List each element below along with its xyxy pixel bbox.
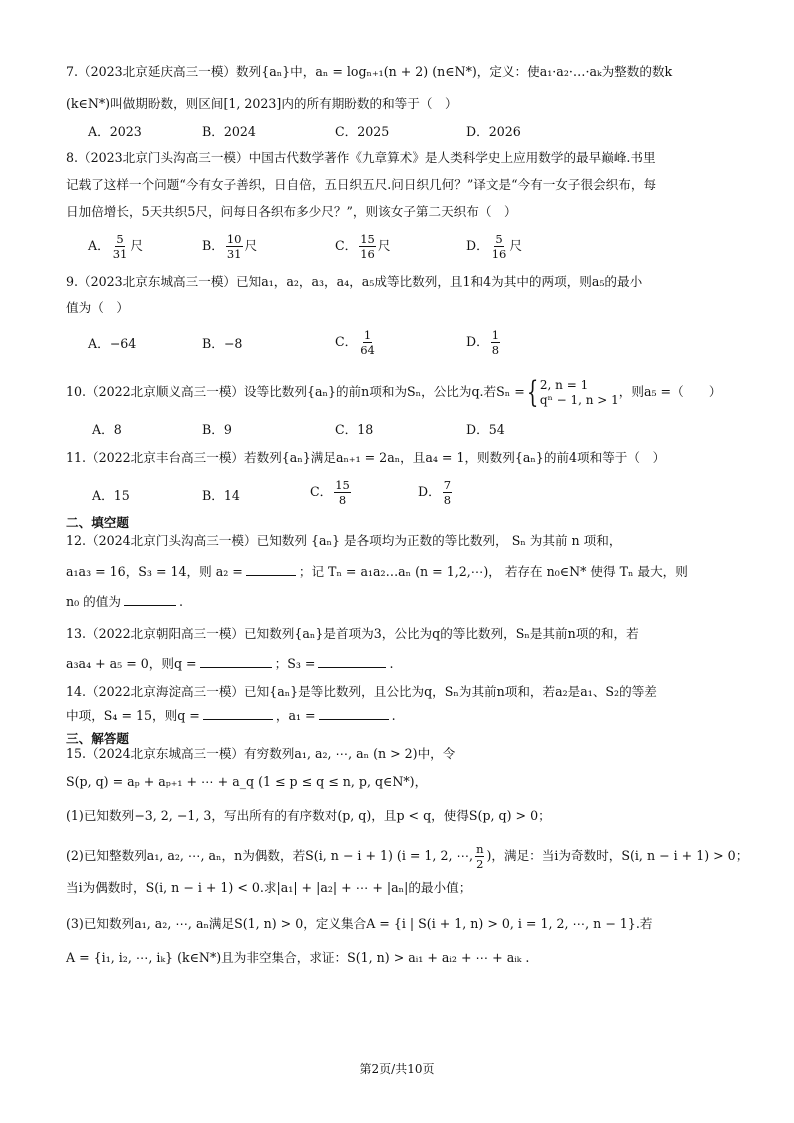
q7-line2: (k∈N*)叫做期盼数，则区间[1, 2023]内的所有期盼数的和等于（ ） (66, 96, 458, 111)
q9-line2: 值为（ ） (66, 300, 129, 315)
q10-cases: 2, n = 1 qⁿ − 1, n > 1 (539, 377, 619, 407)
q13-line2: a₃a₄ + a₅ = 0，则q = ；S₃ = . (66, 656, 394, 671)
q14-blank-2[interactable] (319, 707, 389, 720)
q8-option-a: A． $\frac{5}{31}$ 尺 (88, 232, 143, 261)
q15-part1: (1)已知数列−3, 2, −1, 3，写出所有的有序数对(p, q)，且p < q，使得S(p, q) > 0； (66, 808, 551, 823)
q10-option-c: C．18 (335, 422, 374, 437)
q15-part3-line2: A = {i₁, i₂, ⋯, iₖ} (k∈N*)且为非空集合，求证：S(1, n) > aᵢ₁ + aᵢ₂ + ⋯ + aᵢₖ . (66, 950, 530, 965)
q10-option-b: B．9 (202, 422, 232, 437)
q11-option-c: C． $\frac{15}{8}$ (310, 478, 350, 507)
q10-line1: 10.（2022北京顺义高三一模）设等比数列{aₙ}的前n项和为Sₙ，公比为q.若Sₙ ={ 2, n = 1 qⁿ − 1, n > 1 ，则a₅ =（ ） (66, 374, 722, 410)
q7-option-b: B．2024 (202, 124, 256, 139)
q12-line1: 12.（2024北京门头沟高三一模）已知数列 {aₙ} 是各项均为正数的等比数列， Sₙ 为其前 n 项和， (66, 533, 622, 548)
q12-line2: a₁a₃ = 16，S₃ = 14，则 a₂ = ；记 Tₙ = a₁a₂…aₙ (n = 1,2,⋯)， 若存在 n₀∈N* 使得 Tₙ 最大，则 (66, 564, 688, 579)
q8-line1: 8.（2023北京门头沟高三一模）中国古代数学著作《九章算术》是人类科学史上应用数学的最早巅峰.书里 (66, 150, 656, 165)
q11-option-d: D． $\frac{7}{8}$ (418, 478, 452, 507)
q7-option-c: C．2025 (335, 124, 390, 139)
q8-line3: 日加倍增长，5天共织5尺，问每日各织布多少尺？”，则该女子第二天织布（ ） (66, 204, 517, 219)
q8-line2: 记载了这样一个问题“今有女子善织，日自倍，五日织五尺.问日织几何？”译文是“今有一女子很会织布，每 (66, 177, 657, 192)
q8-option-d: D． $\frac{5}{16}$ 尺 (466, 232, 522, 261)
q14-line2: 中项，S₄ = 15，则q = ，a₁ = . (66, 708, 396, 723)
q15-line1: 15.（2024北京东城高三一模）有穷数列a₁, a₂, ⋯, aₙ (n > 2)中，令 (66, 746, 456, 761)
q15-line2: S(p, q) = aₚ + aₚ₊₁ + ⋯ + a_q (1 ≤ p ≤ q ≤ n, p, q∈N*)， (66, 774, 428, 789)
q9-option-d: D． $\frac{1}{8}$ (466, 328, 500, 357)
q15-part3-line1: (3)已知数列a₁, a₂, ⋯, aₙ满足S(1, n) > 0，定义集合A = {i | S(i + 1, n) > 0, i = 1, 2, ⋯, n − 1}.若 (66, 916, 653, 931)
q9-option-c: C． $\frac{1}{64}$ (335, 328, 375, 357)
q8-option-b: B． $\frac{10}{31}$ 尺 (202, 232, 258, 261)
q7-option-d: D．2026 (466, 124, 521, 139)
q14-line1: 14.（2022北京海淀高三一模）已知{aₙ}是等比数列，且公比为q，Sₙ为其前n项和，若a₂是a₁、S₂的等差 (66, 684, 657, 699)
q13-blank-2[interactable] (318, 655, 386, 668)
q8-option-c: C． $\frac{15}{16}$ 尺 (335, 232, 391, 261)
q12-line3: n₀ 的值为 . (66, 594, 183, 609)
q11-option-b: B．14 (202, 488, 240, 503)
q12-blank-2[interactable] (124, 593, 176, 606)
section-fill-in-title: 二、填空题 (66, 515, 129, 530)
q10-option-d: D．54 (466, 422, 505, 437)
q9-option-a: A．−64 (88, 336, 137, 351)
q10-brace: { (526, 374, 539, 410)
q14-blank-1[interactable] (203, 707, 273, 720)
q9-line1: 9.（2023北京东城高三一模）已知a₁，a₂，a₃，a₄，a₅成等比数列，且1和4为其中的两项，则a₅的最小 (66, 274, 643, 289)
q11-option-a: A．15 (92, 488, 130, 503)
q9-option-b: B．−8 (202, 336, 243, 351)
q13-line1: 13.（2022北京朝阳高三一模）已知数列{aₙ}是首项为3，公比为q的等比数列，Sₙ是其前n项的和，若 (66, 626, 639, 641)
q13-blank-1[interactable] (200, 655, 272, 668)
q7-option-a: A．2023 (88, 124, 142, 139)
page-footer: 第2页/共10页 (359, 1062, 435, 1076)
q10-option-a: A．8 (92, 422, 122, 437)
q15-part2-line2: 当i为偶数时，S(i, n − i + 1) < 0.求|a₁| + |a₂| + ⋯ + |aₙ|的最小值； (66, 880, 472, 895)
q7-line1: 7.（2023北京延庆高三一模）数列{aₙ}中，aₙ = logₙ₊₁(n + 2) (n∈N*)，定义：使a₁·a₂·…·aₖ为整数的数k (66, 64, 673, 79)
q11-line1: 11.（2022北京丰台高三一模）若数列{aₙ}满足aₙ₊₁ = 2aₙ，且a₄ = 1，则数列{aₙ}的前4项和等于（ ） (66, 450, 666, 465)
section-solution-title: 三、解答题 (66, 731, 129, 746)
q12-blank-1[interactable] (246, 563, 296, 576)
q15-part2-line1: (2)已知整数列a₁, a₂, ⋯, aₙ，n为偶数，若S(i, n − i + 1) (i = 1, 2, ⋯, $\frac{n}{2}$ )，满足：当i为奇数时，S(i, n − i + 1) > 0； (66, 842, 749, 871)
